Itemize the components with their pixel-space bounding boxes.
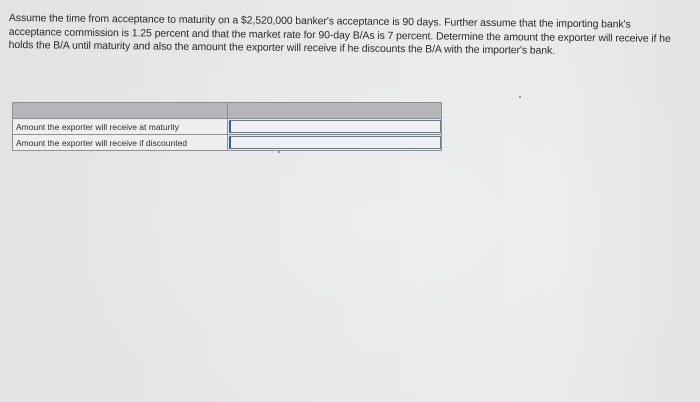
table-row xyxy=(13,135,442,151)
question-text: Assume the time from acceptance to maturity on a $2,520,000 banker's acceptance is 90 days. Further assume that the importing bank's acceptance commission is 1.25 percent and that the market rate for 90-day B/As is 7 percent. Determine the amount the exporter will receive if he holds the B/A until maturity and also the amount the exporter will receive if he discounts the B/A with the importer's bank. xyxy=(8,12,671,57)
answer-table xyxy=(12,102,442,151)
row-label-maturity: Amount the exporter will receive at maturity xyxy=(13,119,228,135)
screen-speck xyxy=(519,96,521,98)
amount-if-discounted-input[interactable] xyxy=(229,136,442,149)
amount-at-maturity-input[interactable] xyxy=(229,120,442,133)
header-cell-value xyxy=(227,103,442,119)
header-cell-label xyxy=(13,103,228,119)
input-cell-discounted xyxy=(227,135,442,151)
table-row xyxy=(13,119,442,135)
row-label-discounted: Amount the exporter will receive if discounted xyxy=(13,135,228,151)
screen-speck xyxy=(278,151,280,153)
table-header-row xyxy=(13,103,442,119)
input-cell-maturity xyxy=(227,119,442,135)
